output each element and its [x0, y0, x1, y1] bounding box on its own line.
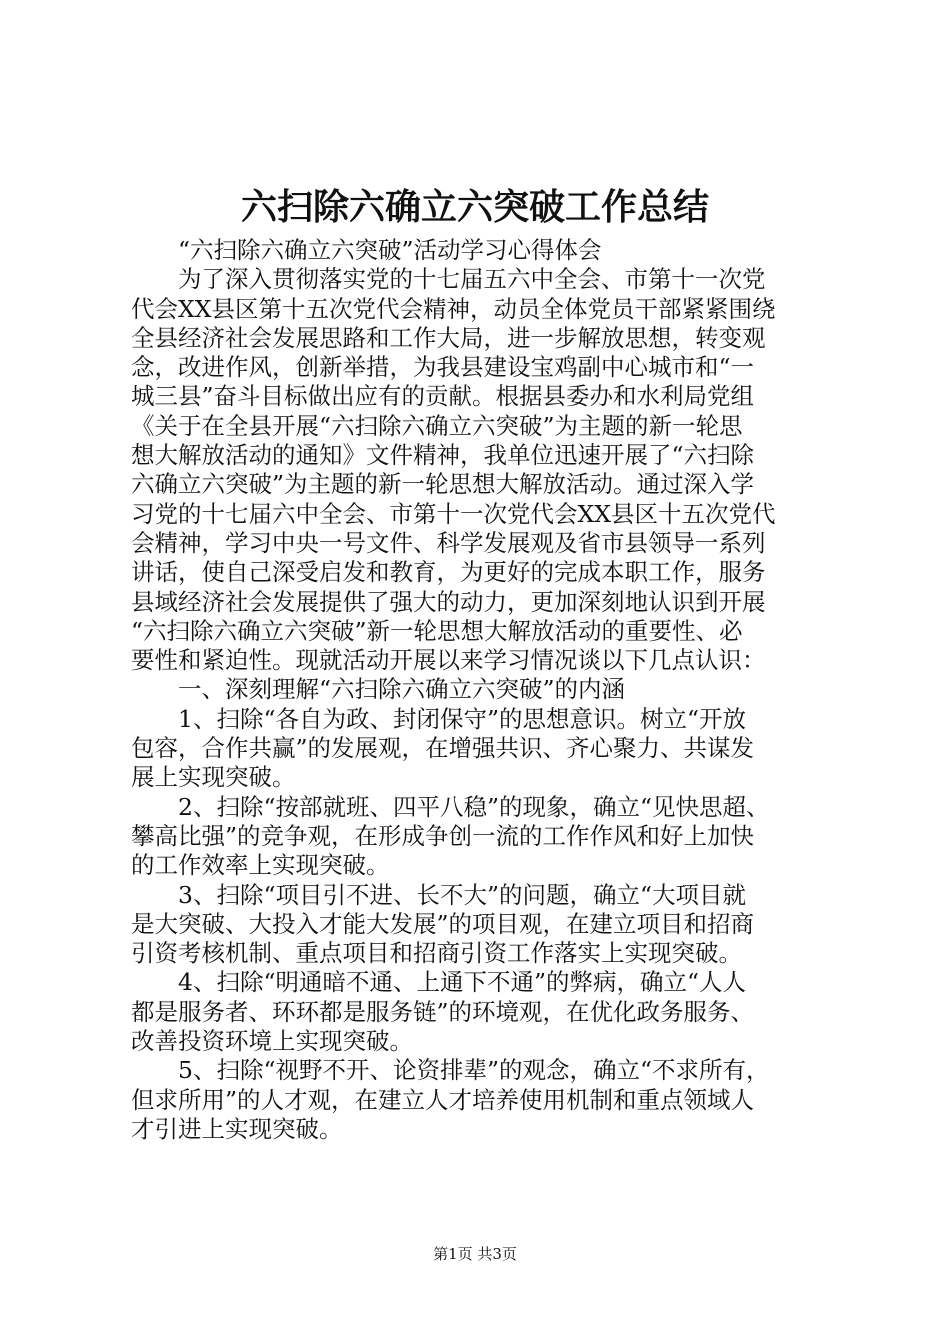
list-item-line: 但求所用”的人才观，在建立人才培养使用机制和重点领域人 — [131, 1085, 755, 1114]
section-heading: 一、深刻理解“六扫除六确立六突破”的内涵 — [178, 675, 626, 704]
list-item-line: 5、扫除“视野不开、论资排辈”的观念，确立“不求所有， — [178, 1056, 770, 1085]
list-item-line: 是大突破、大投入才能大发展”的项目观，在建立项目和招商 — [131, 909, 755, 938]
paragraph-line: 代会XX县区第十五次党代会精神，动员全体党员干部紧紧围绕 — [131, 294, 776, 323]
paragraph-line: 想大解放活动的通知》文件精神，我单位迅速开展了“六扫除 — [131, 441, 755, 470]
list-item-line: 的工作效率上实现突破。 — [131, 851, 390, 880]
document-body — [131, 236, 831, 1144]
paragraph-line: “六扫除六确立六突破”新一轮思想大解放活动的重要性、必 — [131, 616, 743, 645]
list-item-line: 攀高比强”的竞争观，在形成争创一流的工作作风和好上加快 — [131, 821, 755, 850]
paragraph-line: 城三县”奋斗目标做出应有的贡献。根据县委办和水利局党组 — [131, 382, 755, 411]
list-item-line: 包容，合作共赢”的发展观，在增强共识、齐心聚力、共谋发 — [131, 734, 755, 763]
list-item-line: 展上实现突破。 — [131, 763, 296, 792]
list-item-line: 才引进上实现突破。 — [131, 1114, 343, 1143]
paragraph-line: 念，改进作风，创新举措，为我县建设宝鸡副中心城市和“一 — [131, 353, 755, 382]
list-item-line: 2、扫除“按部就班、四平八稳”的现象，确立“见快思超、 — [178, 792, 770, 821]
paragraph-line: 要性和紧迫性。现就活动开展以来学习情况谈以下几点认识： — [131, 646, 766, 675]
paragraph-line: 《关于在全县开展“六扫除六确立六突破”为主题的新一轮思 — [131, 411, 743, 440]
list-item-line: 改善投资环境上实现突破。 — [131, 1027, 413, 1056]
paragraph-line: 讲话，使自己深受启发和教育，为更好的完成本职工作，服务 — [131, 558, 766, 587]
paragraph-line: 会精神，学习中央一号文件、科学发展观及省市县领导一系列 — [131, 528, 766, 557]
list-item-line: 3、扫除“项目引不进、长不大”的问题，确立“大项目就 — [178, 880, 746, 909]
list-item-line: 4、扫除“明通暗不通、上通下不通”的弊病，确立“人人 — [178, 968, 746, 997]
list-item-line: 引资考核机制、重点项目和招商引资工作落实上实现突破。 — [131, 939, 742, 968]
paragraph-line: 六确立六突破”为主题的新一轮思想大解放活动。通过深入学 — [131, 470, 755, 499]
list-item-line: 都是服务者、环环都是服务链”的环境观，在优化政务服务、 — [131, 997, 755, 1026]
subtitle-line: “六扫除六确立六突破”活动学习心得体会 — [178, 236, 602, 264]
paragraph-line: 全县经济社会发展思路和工作大局，进一步解放思想，转变观 — [131, 323, 766, 352]
paragraph-line: 习党的十七届六中全会、市第十一次党代会XX县区十五次党代 — [131, 499, 776, 528]
list-item-line: 1、扫除“各自为政、封闭保守”的思想意识。树立“开放 — [178, 704, 746, 733]
paragraph-line: 县域经济社会发展提供了强大的动力，更加深刻地认识到开展 — [131, 587, 766, 616]
document-title: 六扫除六确立六突破工作总结 — [240, 186, 709, 228]
page-number-footer: 第1页 共3页 — [433, 1245, 517, 1263]
paragraph-line: 为了深入贯彻落实党的十七届五六中全会、市第十一次党 — [178, 265, 766, 294]
